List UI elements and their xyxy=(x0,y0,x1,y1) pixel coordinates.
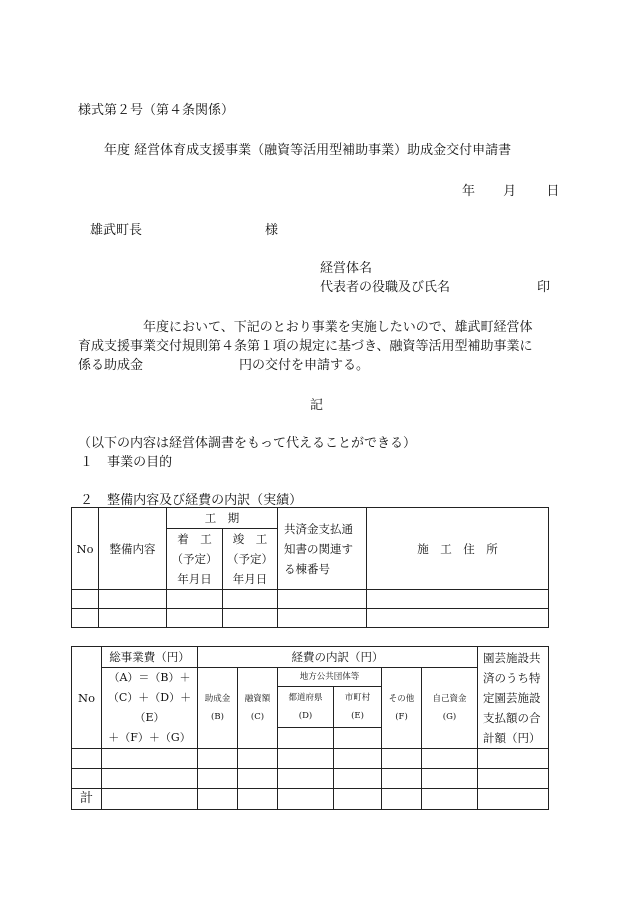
table-cell[interactable] xyxy=(334,749,382,769)
table-cell[interactable] xyxy=(422,749,478,769)
section1-title: 事業の目的 xyxy=(107,455,173,470)
seal-mark: 印 xyxy=(537,280,551,295)
representative-label: 代表者の役職及び氏名 xyxy=(320,280,451,295)
body-line-1: 年度において、下記のとおり事業を実施したいので、雄武町経営体 xyxy=(143,320,533,335)
form-number: 様式第２号（第４条関係） xyxy=(78,103,235,118)
table-cell[interactable] xyxy=(422,789,478,810)
table-cell[interactable] xyxy=(278,749,334,769)
table-cell[interactable] xyxy=(223,590,278,609)
own-code: (G) xyxy=(442,712,457,722)
formula-line-1: （A）＝（B）＋ xyxy=(108,671,191,684)
start-line-2: （予定） xyxy=(171,552,218,566)
section1-num: １ xyxy=(80,455,94,470)
end-line-3: 年月日 xyxy=(232,572,268,586)
table-cell[interactable] xyxy=(278,769,334,789)
municipality-label: 市町村 xyxy=(344,692,371,703)
table-cell[interactable] xyxy=(238,769,278,789)
date-line xyxy=(462,180,559,199)
table-cell[interactable] xyxy=(478,749,549,769)
horti-line-4: 支払額の合 xyxy=(483,710,541,725)
table-cell[interactable] xyxy=(278,789,334,810)
document-title: 年度 経営体育成支援事業（融資等活用型補助事業）助成金交付申請書 xyxy=(104,143,512,158)
col-other xyxy=(382,668,422,749)
table-cell[interactable] xyxy=(102,769,198,789)
table-cell[interactable] xyxy=(334,769,382,789)
date-day: 日 xyxy=(546,184,560,199)
col-loan xyxy=(238,668,278,749)
section1-heading xyxy=(80,451,172,470)
addressee-honorific: 様 xyxy=(265,223,279,238)
other-label: その他 xyxy=(388,694,415,704)
prefecture-code: (D) xyxy=(298,710,313,721)
table-cell[interactable] xyxy=(99,590,167,609)
subsidy-code: (B) xyxy=(211,712,224,722)
section2-title: 整備内容及び経費の内訳（実績） xyxy=(107,493,303,508)
date-month: 月 xyxy=(503,184,517,199)
col-content: 整備内容 xyxy=(99,508,167,590)
ki-heading: 記 xyxy=(310,398,324,413)
section2-num: ２ xyxy=(80,493,94,508)
col-start xyxy=(167,529,223,590)
col-breakdown-header: 経費の内訳（円） xyxy=(198,647,478,668)
table-cell[interactable] xyxy=(478,789,549,810)
table-cell[interactable] xyxy=(382,749,422,769)
table-cell[interactable] xyxy=(238,789,278,810)
col-period: 工 期 xyxy=(167,508,278,529)
table-cell[interactable] xyxy=(238,749,278,769)
table-cell[interactable] xyxy=(198,749,238,769)
col-local-gov: 地方公共団体等 xyxy=(278,668,382,687)
addressee-name: 雄武町長 xyxy=(90,223,143,238)
prefecture-label: 都道府県 xyxy=(288,692,323,703)
start-line-3: 年月日 xyxy=(177,572,212,586)
end-line-2: （予定） xyxy=(227,552,273,566)
costs-table xyxy=(71,646,549,810)
col-prefecture xyxy=(278,686,334,728)
table-row xyxy=(72,749,549,769)
table-cell[interactable] xyxy=(223,609,278,628)
table-cell[interactable] xyxy=(72,590,99,609)
end-line-1: 竣 工 xyxy=(232,532,268,546)
col-address: 施 工 住 所 xyxy=(367,508,549,590)
table-cell[interactable] xyxy=(422,769,478,789)
table-cell[interactable] xyxy=(367,590,549,609)
table-cell[interactable] xyxy=(278,609,367,628)
mutual-line-3: る棟番号 xyxy=(284,561,330,576)
col-subsidy xyxy=(198,668,238,749)
mutual-line-2: 知書の関連す xyxy=(284,541,353,556)
works-table xyxy=(71,507,549,628)
horti-line-1: 園芸施設共 xyxy=(483,650,541,665)
total-label: 計 xyxy=(72,789,102,810)
subsidy-label: 助成金 xyxy=(204,694,231,704)
section2-heading xyxy=(80,489,302,508)
entity-label: 経営体名 xyxy=(320,261,373,276)
start-line-1: 着 工 xyxy=(177,532,212,546)
col-horti xyxy=(478,647,549,749)
body-line-3b: 円の交付を申請する。 xyxy=(239,358,370,373)
own-label: 自己資金 xyxy=(432,694,467,704)
body-line-3a: 係る助成金 xyxy=(78,358,144,373)
body-line-2: 育成支援事業交付規則第４条第１項の規定に基づき、融資等活用型補助事業に xyxy=(78,339,533,354)
col-total-header: 総事業費（円） xyxy=(102,647,198,668)
col-own xyxy=(422,668,478,749)
col-end xyxy=(223,529,278,590)
horti-line-3: 定園芸施設 xyxy=(483,690,541,705)
col-municipality xyxy=(334,686,382,728)
table-cell[interactable] xyxy=(382,789,422,810)
table-row xyxy=(72,609,549,628)
table-cell[interactable] xyxy=(102,789,198,810)
table-cell[interactable] xyxy=(72,749,102,769)
col-no: No xyxy=(72,508,99,590)
municipality-code: (E) xyxy=(351,710,364,721)
table-cell[interactable] xyxy=(167,590,223,609)
loan-label: 融資額 xyxy=(244,694,271,704)
col-no: No xyxy=(72,647,102,749)
formula-line-2: （C）＋（D）＋（E） xyxy=(107,691,192,724)
table-cell[interactable] xyxy=(382,769,422,789)
formula-line-3: ＋（F）＋（G） xyxy=(108,731,191,744)
table-cell[interactable] xyxy=(102,749,198,769)
mutual-line-1: 共済金支払通 xyxy=(284,521,353,536)
note-text: （以下の内容は経営体調書をもって代えることができる） xyxy=(78,436,417,451)
table-cell[interactable] xyxy=(334,789,382,810)
table-cell[interactable] xyxy=(198,789,238,810)
table-cell[interactable] xyxy=(478,769,549,789)
col-total-formula xyxy=(102,668,198,749)
table-row xyxy=(72,590,549,609)
table-row xyxy=(72,769,549,789)
table-cell[interactable] xyxy=(278,590,367,609)
table-cell[interactable] xyxy=(72,769,102,789)
table-cell[interactable] xyxy=(72,609,99,628)
loan-code: (C) xyxy=(250,712,265,722)
col-mutual xyxy=(278,508,367,590)
horti-line-2: 済のうち特 xyxy=(483,670,541,685)
total-row xyxy=(72,789,549,810)
table-cell[interactable] xyxy=(167,609,223,628)
date-year: 年 xyxy=(462,184,476,199)
table-cell[interactable] xyxy=(198,769,238,789)
other-code: (F) xyxy=(395,712,408,722)
table-cell[interactable] xyxy=(367,609,549,628)
horti-line-5: 計額（円） xyxy=(483,730,541,745)
table-cell[interactable] xyxy=(99,609,167,628)
